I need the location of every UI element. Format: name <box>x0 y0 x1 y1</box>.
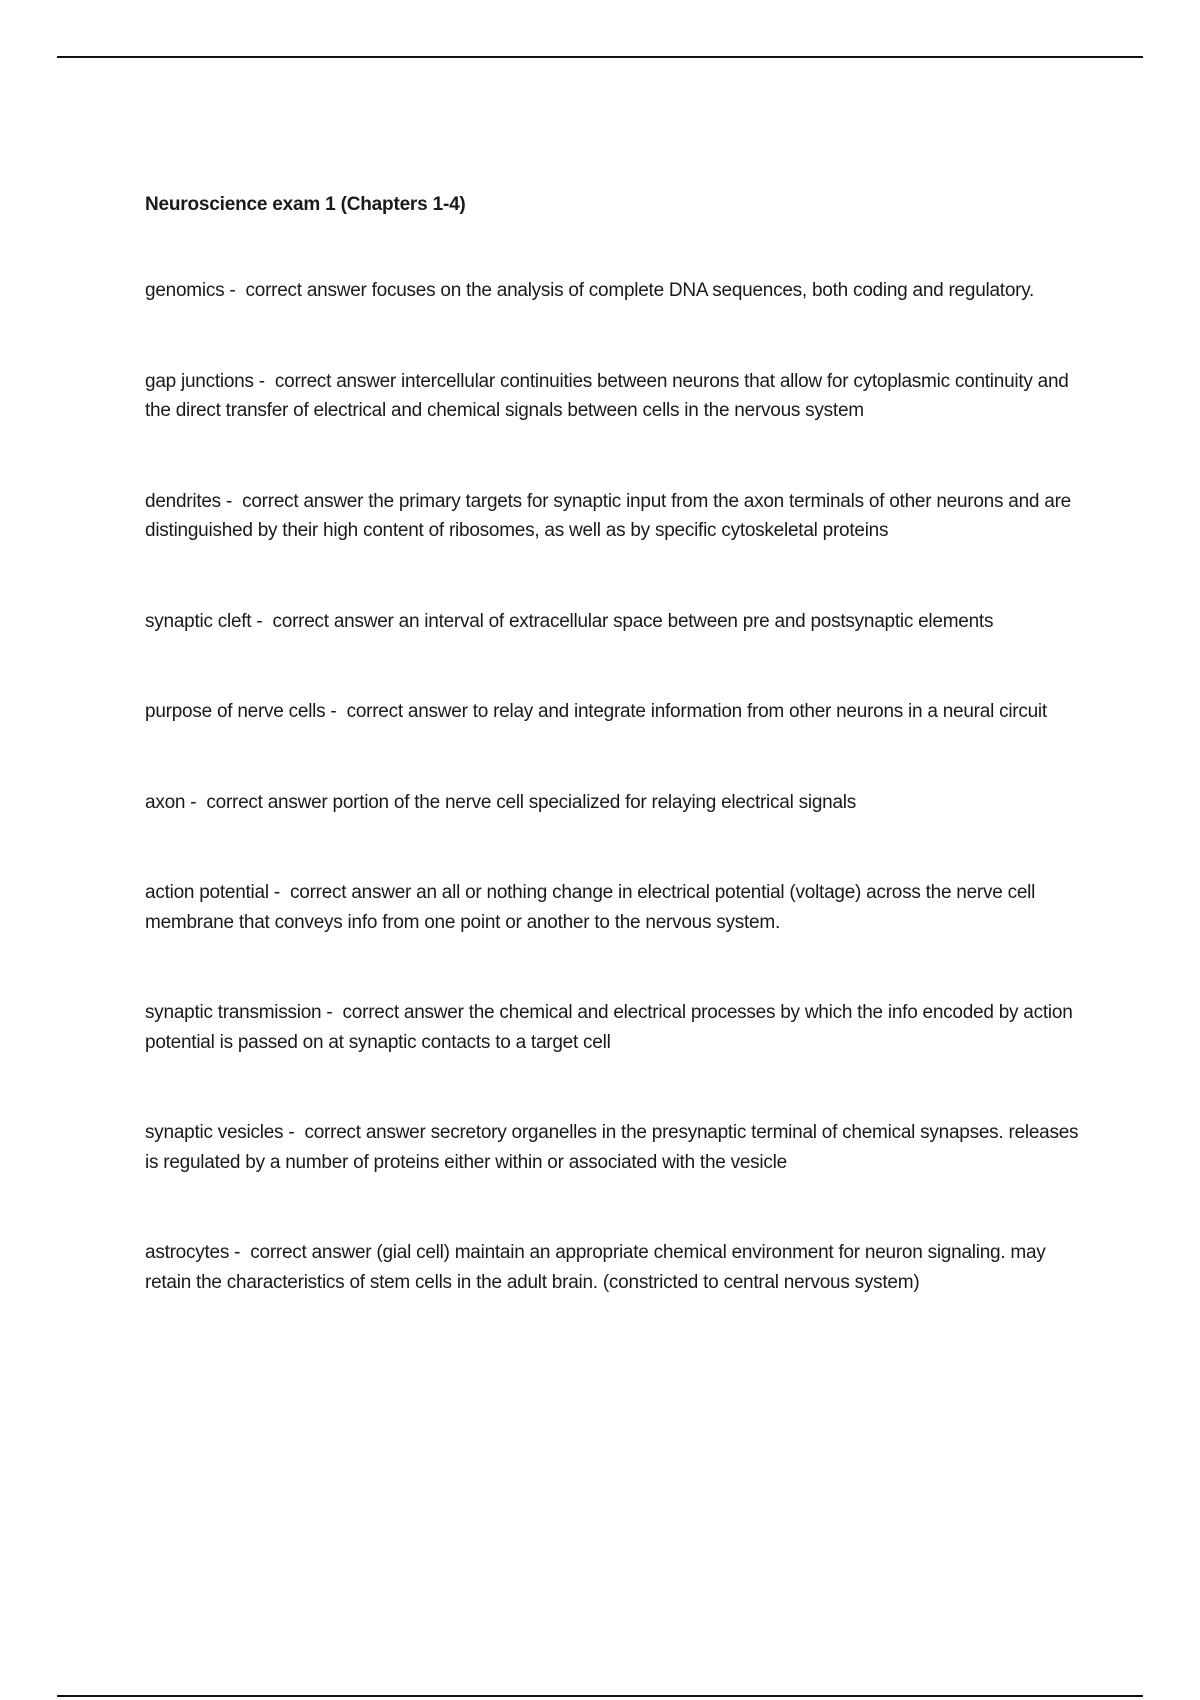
flashcard-entry <box>145 1118 1090 1177</box>
flashcard-entry <box>145 367 1090 426</box>
answer-marker: correct answer <box>304 1122 426 1143</box>
answer-marker: correct answer <box>206 791 328 813</box>
flashcard-entry <box>145 697 1090 727</box>
flashcard-entry <box>145 878 1090 937</box>
answer-marker: correct answer <box>250 1242 372 1263</box>
entry-term: purpose of nerve cells - <box>145 701 347 722</box>
entry-definition: secretory organelles in the presynaptic terminal of chemical synapses. releases is regulated by a number of proteins either within or associated with the vesicle <box>145 1122 1079 1173</box>
answer-marker: correct answer <box>274 370 396 392</box>
entry-term: synaptic transmission - <box>145 1002 343 1023</box>
entry-definition: portion of the nerve cell specialized for relaying electrical signals <box>332 791 856 813</box>
entry-definition: the primary targets for synaptic input from the axon terminals of other neurons and are distinguished by their high content of ribosomes, as well as by specific cytoskeletal proteins <box>145 490 1071 541</box>
entry-definition: (gial cell) maintain an appropriate chemical environment for neuron signaling. may retain the characteristics of stem cells in the adult brain. (constricted to central nervous system) <box>145 1242 1046 1293</box>
answer-marker: correct answer <box>242 490 364 512</box>
header-rule <box>57 56 1143 58</box>
flashcard-entry <box>145 788 1090 818</box>
document-title: Neuroscience exam 1 (Chapters 1-4) <box>145 194 466 215</box>
flashcard-entry <box>145 487 1090 546</box>
entry-definition: focuses on the analysis of complete DNA sequences, both coding and regulatory. <box>371 280 1035 301</box>
answer-marker: correct answer <box>245 280 367 301</box>
entry-definition: an interval of extracellular space between pre and postsynaptic elements <box>398 610 994 632</box>
flashcard-entry <box>145 998 1090 1057</box>
answer-marker: correct answer <box>342 1002 464 1023</box>
entry-term: axon - <box>145 792 206 813</box>
flashcard-entry <box>145 276 1090 306</box>
footer-rule <box>57 1695 1143 1697</box>
entry-term: astrocytes - <box>145 1242 250 1263</box>
answer-marker: correct answer <box>272 610 394 632</box>
flashcard-entry <box>145 607 1090 637</box>
entry-term: synaptic vesicles - <box>145 1122 304 1143</box>
entry-term: gap junctions - <box>145 371 275 392</box>
entry-term: genomics - <box>145 280 246 301</box>
answer-marker: correct answer <box>290 882 412 903</box>
entry-definition: to relay and integrate information from other neurons in a neural circuit <box>472 701 1047 722</box>
entry-term: dendrites - <box>145 491 242 512</box>
answer-marker: correct answer <box>346 701 468 722</box>
entry-definition: intercellular continuities between neurons that allow for cytoplasmic continuity and the direct transfer of electrical and chemical signals between cells in the nervous system <box>145 370 1069 421</box>
flashcard-entry <box>145 1238 1090 1297</box>
document-body <box>145 190 1090 1297</box>
entry-term: action potential - <box>145 882 290 903</box>
entry-term: synaptic cleft - <box>145 611 273 632</box>
entry-definition: an all or nothing change in electrical potential (voltage) across the nerve cell membrane that conveys info from one point or another to the nervous system. <box>145 882 1036 933</box>
entry-definition: the chemical and electrical processes by which the info encoded by action potential is passed on at synaptic contacts to a target cell <box>145 1002 1073 1053</box>
